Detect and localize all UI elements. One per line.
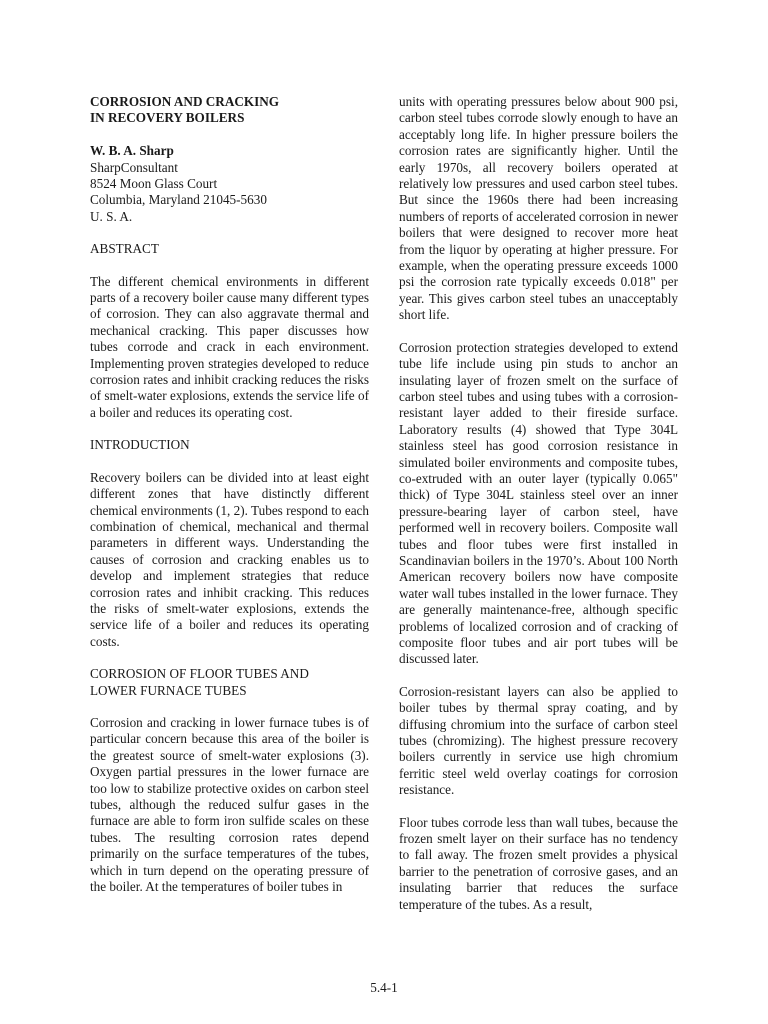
introduction-text: Recovery boilers can be divided into at least eight different zones that have distinctly different chemical environments (1, 2). Tubes respond to each combination of chemical, mechanical and thermal parameters in different ways. Understanding the causes of corrosion and cracking enables us to develop and implement strategies that reduce corrosion rates and inhibit cracking. This reduces the risks of smelt-water explosions, extends the service life of a boiler and reduces its operating costs. bbox=[90, 469, 369, 649]
body-paragraph: Corrosion-resistant layers can also be applied to boiler tubes by thermal spray coating, and by diffusing chromium into the surface of carbon steel tubes (chromizing). The highest pressure recovery boilers currently in service use high chromium ferritic steel weld overlay coatings for corrosion resistance. bbox=[399, 683, 678, 798]
section-paragraph: Corrosion and cracking in lower furnace tubes is of particular concern because this area of the boiler is the greatest source of smelt-water explosions (3). Oxygen partial pressures in the lower furnace are too low to stabilize protective oxides on carbon steel tubes, although the reduced sulfur gases in the furnace are able to form iron sulfide scales on these tubes. The resulting corrosion rates depend primarily on the surface temperatures of the tubes, which in turn depend on the operating pressure of the boiler. At the temperatures of boiler tubes in bbox=[90, 714, 369, 895]
right-column bbox=[399, 94, 678, 913]
affiliation-line: Columbia, Maryland 21045-5630 bbox=[90, 192, 267, 208]
body-paragraph: Corrosion protection strategies developed to extend tube life include using pin studs to anchor an insulating layer of frozen smelt on the surface of carbon steel tubes and using tubes with a corrosion-resistant layer added to their fireside surface. Laboratory results (4) showed that Type 304L stainless steel has good corrosion resistance in simulated boiler environments and composite tubes, co-extruded with an outer layer (typically 0.065" thick) of Type 304L stainless steel over an inner pressure-bearing layer of carbon steel, have performed well in recovery boilers. Composite wall tubes and floor tubes were first installed in Scandinavian boilers in the 1970’s. About 100 North American recovery boilers now have composite water wall tubes installed in the lower furnace. They are generally maintenance-free, although specific problems of localized corrosion and of cracking of composite floor tubes and air port tubes will be discussed later. bbox=[399, 339, 678, 667]
title-line-2: IN RECOVERY BOILERS bbox=[90, 110, 245, 126]
page-number: 5.4-1 bbox=[370, 980, 398, 995]
affiliation-line: U. S. A. bbox=[90, 208, 133, 224]
body-paragraph: Floor tubes corrode less than wall tubes, because the frozen smelt layer on their surface has no tendency to fall away. The frozen smelt provides a physical barrier to the penetration of corrosive gases, and an insulating barrier that reduces the surface temperature of the tubes. As a result, bbox=[399, 814, 678, 912]
left-column bbox=[90, 94, 369, 895]
affiliation-line: SharpConsultant bbox=[90, 159, 178, 175]
author-name: W. B. A. Sharp bbox=[90, 143, 174, 159]
section-heading-floor-tubes: CORROSION OF FLOOR TUBES AND LOWER FURNACE TUBES bbox=[90, 666, 309, 698]
abstract-heading: ABSTRACT bbox=[90, 241, 159, 257]
affiliation-line: 8524 Moon Glass Court bbox=[90, 176, 218, 192]
paper-title bbox=[90, 94, 369, 127]
author-block bbox=[90, 143, 369, 225]
title-line-1: CORROSION AND CRACKING bbox=[90, 94, 280, 109]
introduction-heading: INTRODUCTION bbox=[90, 437, 190, 453]
body-paragraph: units with operating pressures below about 900 psi, carbon steel tubes corrode slowly enough to have an acceptably long life. In higher pressure boilers the corrosion rates are significantly higher. Until the early 1970s, all recovery boilers operated at relatively low pressures and used carbon steel tubes. But since the 1960s there had been increasing numbers of reports of accelerated corrosion in newer boilers that were designed to recover more heat from the liquor by operating at higher pressure. For example, when the operating pressure exceeds 1000 psi the corrosion rate typically exceeds 0.018" per year. This gives carbon steel tubes an unacceptably short life. bbox=[399, 94, 678, 323]
abstract-text: The different chemical environments in different parts of a recovery boiler cause many different types of corrosion. They can also aggravate thermal and mechanical cracking. This paper discusses how tubes corrode and crack in each environment. Implementing proven strategies developed to reduce corrosion rates and inhibit cracking reduces the risks of smelt-water explosions, extends the service life of a boiler and reduces its operating cost. bbox=[90, 273, 369, 420]
